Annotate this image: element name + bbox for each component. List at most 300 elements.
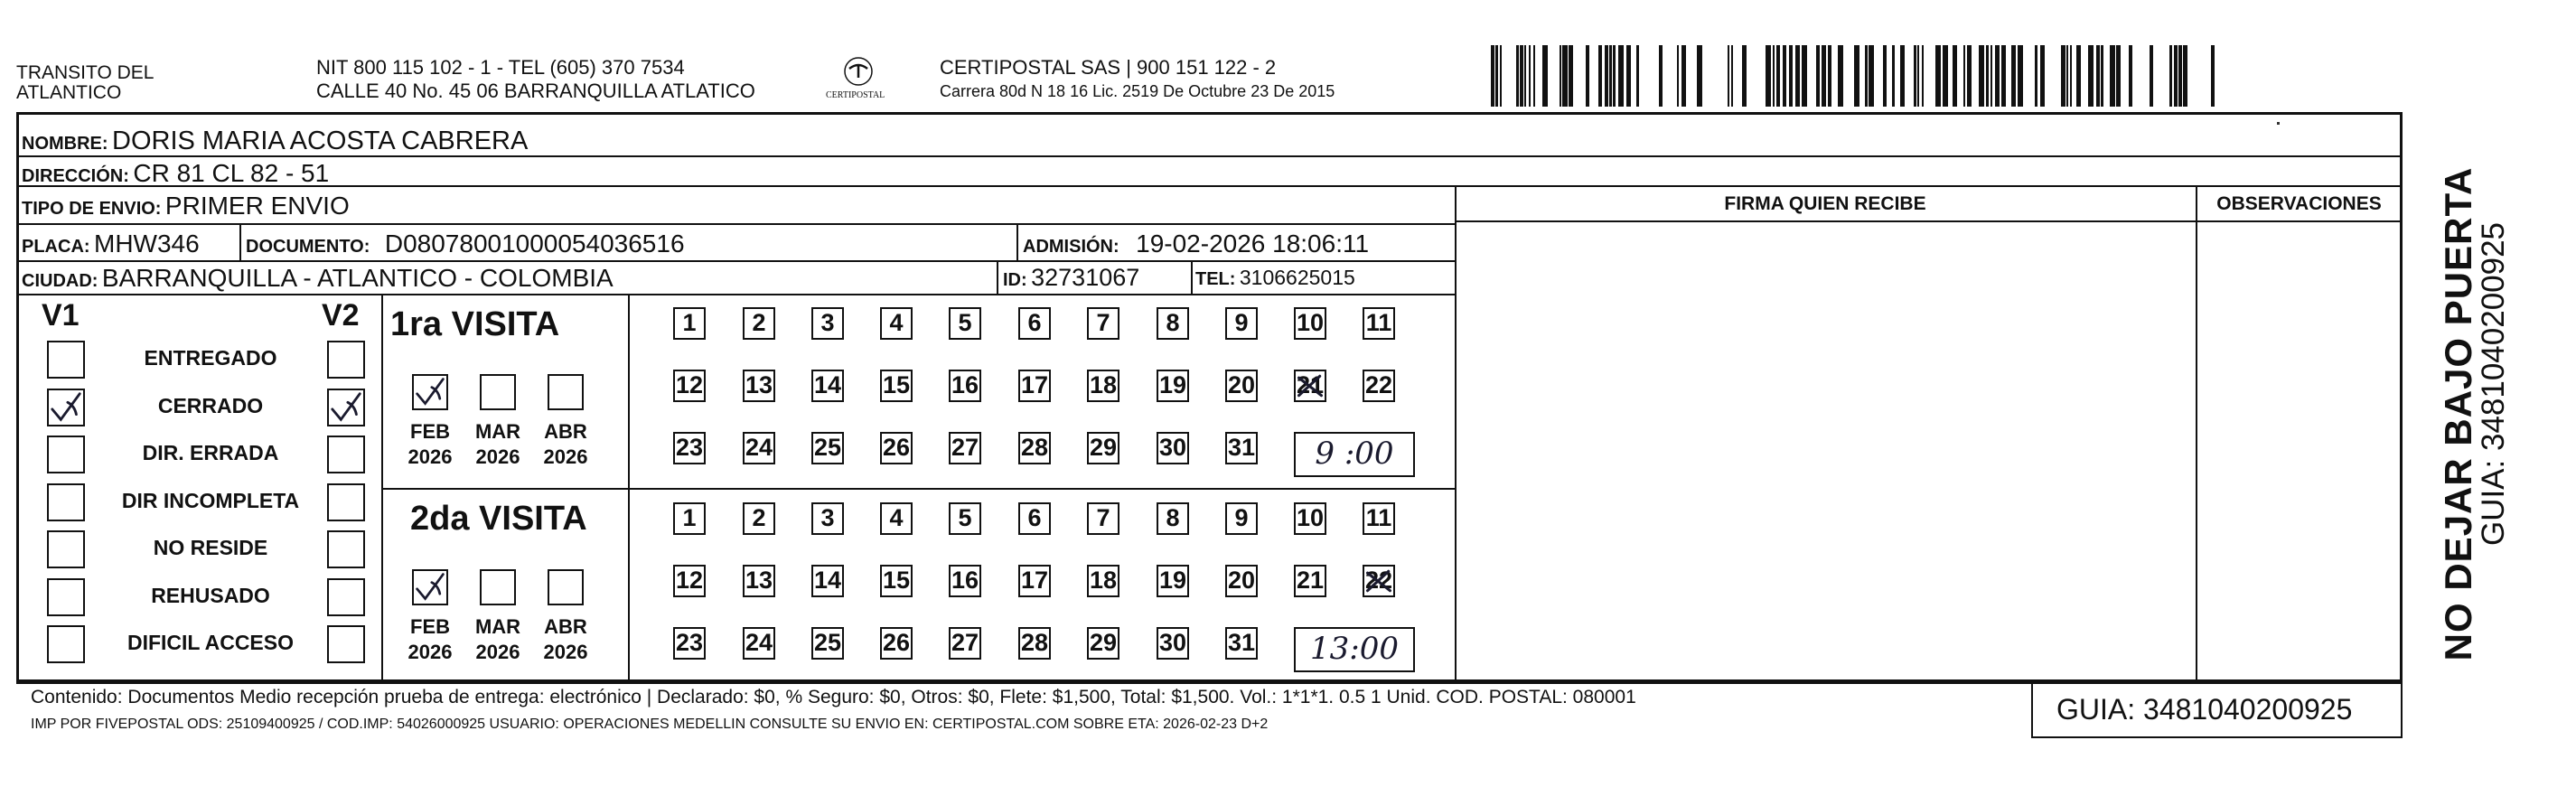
barcode-bar bbox=[2211, 45, 2215, 107]
second-visit-day-box[interactable] bbox=[1087, 502, 1119, 535]
status-label: CERRADO bbox=[157, 393, 264, 417]
first-visit-day-box[interactable] bbox=[880, 370, 913, 402]
barcode-bar bbox=[2101, 45, 2103, 107]
barcode-bar bbox=[1524, 45, 1526, 107]
second-visit-time-value: 13:00 bbox=[1310, 631, 1399, 667]
first-visit-day-box[interactable] bbox=[949, 370, 981, 402]
divider bbox=[16, 223, 1455, 225]
month-name: FEB bbox=[410, 420, 450, 443]
barcode-bar bbox=[1900, 45, 1905, 107]
barcode-bar bbox=[1728, 45, 1729, 107]
handwritten-check-icon bbox=[414, 571, 446, 604]
second-visit-day-box[interactable] bbox=[1363, 502, 1395, 535]
v1-status-checkbox[interactable] bbox=[47, 389, 85, 426]
day-number: 18 bbox=[1089, 567, 1118, 594]
barcode-bar bbox=[1922, 45, 1924, 107]
day-number: 23 bbox=[675, 434, 704, 461]
day-number: 19 bbox=[1158, 371, 1187, 398]
day-number: 20 bbox=[1227, 371, 1256, 398]
second-visit-day-box[interactable] bbox=[949, 502, 981, 535]
first-visit-month-checkbox[interactable] bbox=[548, 374, 584, 410]
barcode-bar bbox=[2035, 45, 2037, 107]
second-visit-month-checkbox[interactable] bbox=[548, 569, 584, 605]
barcode-bar bbox=[1560, 45, 1561, 107]
second-visit-day-box[interactable] bbox=[811, 565, 844, 597]
barcode-bar bbox=[2088, 45, 2094, 107]
handwritten-cross-icon bbox=[1296, 371, 1325, 400]
second-visit-title: 2da VISITA bbox=[410, 500, 587, 538]
day-number: 1 bbox=[682, 504, 697, 531]
first-visit-day-box[interactable] bbox=[1157, 432, 1189, 464]
second-visit-day-box[interactable] bbox=[1225, 502, 1258, 535]
day-number: 9 bbox=[1234, 309, 1249, 336]
barcode-bar bbox=[1742, 45, 1747, 107]
day-number: 2 bbox=[752, 309, 766, 336]
barcode-bar bbox=[1917, 45, 1919, 107]
barcode-bar bbox=[1500, 45, 1502, 107]
v2-status-checkbox[interactable] bbox=[327, 389, 365, 426]
guia-number: GUIA: 3481040200925 bbox=[2056, 693, 2353, 726]
divider bbox=[16, 260, 1455, 262]
barcode-bar bbox=[1892, 45, 1895, 107]
first-visit-day-box[interactable] bbox=[1087, 432, 1119, 464]
barcode-bar bbox=[1953, 45, 1957, 107]
first-visit-day-box[interactable] bbox=[1225, 370, 1258, 402]
month-year: 2026 bbox=[475, 641, 520, 663]
name-row bbox=[22, 126, 528, 156]
v1-status-checkbox[interactable] bbox=[47, 483, 85, 521]
day-number: 30 bbox=[1158, 434, 1187, 461]
barcode-bar bbox=[2116, 45, 2121, 107]
barcode-bar bbox=[1995, 45, 2000, 107]
day-number: 11 bbox=[1365, 504, 1392, 531]
month-year: 2026 bbox=[407, 641, 453, 663]
v1-status-checkbox[interactable] bbox=[47, 578, 85, 616]
barcode-bar bbox=[1963, 45, 1965, 107]
barcode-bar bbox=[1773, 45, 1775, 107]
first-visit-month-checkbox[interactable] bbox=[412, 374, 448, 410]
v1-status-checkbox[interactable] bbox=[47, 436, 85, 473]
first-visit-day-box[interactable] bbox=[673, 370, 706, 402]
barcode-bar bbox=[2040, 45, 2045, 107]
day-number: 25 bbox=[813, 434, 842, 461]
sender-info bbox=[316, 56, 755, 103]
second-visit-day-box[interactable] bbox=[743, 627, 775, 660]
day-number: 19 bbox=[1158, 567, 1187, 594]
second-visit-day-box[interactable] bbox=[949, 627, 981, 660]
barcode-bar bbox=[1967, 45, 1972, 107]
admission-label: ADMISIÓN: bbox=[1023, 237, 1119, 257]
sender-address: CALLE 40 No. 45 06 BARRANQUILLA ATLATICO bbox=[316, 80, 755, 102]
day-number: 12 bbox=[675, 567, 704, 594]
barcode-bar bbox=[1636, 45, 1639, 107]
barcode-bar bbox=[1542, 45, 1548, 107]
second-visit-day-box[interactable] bbox=[1225, 565, 1258, 597]
type-row bbox=[22, 192, 350, 220]
day-number: 8 bbox=[1166, 504, 1180, 531]
day-number: 2 bbox=[752, 504, 766, 531]
sender-name bbox=[16, 63, 154, 103]
barcode-bar bbox=[2066, 45, 2068, 107]
first-visit-month-label bbox=[403, 419, 457, 470]
second-visit-day-box[interactable] bbox=[1087, 627, 1119, 660]
v2-status-checkbox[interactable] bbox=[327, 483, 365, 521]
barcode-bar bbox=[1659, 45, 1663, 107]
divider bbox=[16, 294, 1455, 295]
barcode-bar bbox=[1854, 45, 1859, 107]
first-visit-day-box[interactable] bbox=[880, 307, 913, 340]
first-visit-month-label bbox=[539, 419, 593, 470]
first-visit-day-box[interactable] bbox=[1018, 432, 1051, 464]
document-field bbox=[246, 230, 685, 258]
second-visit-day-box[interactable] bbox=[743, 565, 775, 597]
barcode-bar bbox=[2018, 45, 2023, 107]
second-visit-day-box[interactable] bbox=[1294, 502, 1326, 535]
handwritten-check-icon bbox=[414, 376, 446, 408]
barcode-bar bbox=[1802, 45, 1807, 107]
barcode-bar bbox=[1883, 45, 1887, 107]
day-number: 13 bbox=[745, 371, 773, 398]
day-number: 17 bbox=[1020, 567, 1049, 594]
barcode-bar bbox=[2001, 45, 2006, 107]
day-number: 6 bbox=[1027, 309, 1042, 336]
courier-logo-text: CERTIPOSTAL bbox=[826, 90, 885, 100]
first-visit-time-box[interactable] bbox=[1294, 432, 1415, 477]
barcode-bar bbox=[2061, 45, 2065, 107]
day-number: 28 bbox=[1020, 434, 1049, 461]
barcode-bar bbox=[2011, 45, 2016, 107]
v2-label: V2 bbox=[322, 298, 360, 333]
day-number: 31 bbox=[1227, 434, 1256, 461]
barcode-bar bbox=[2110, 45, 2115, 107]
second-visit-day-box[interactable] bbox=[1294, 565, 1326, 597]
barcode-bar bbox=[1991, 45, 1992, 107]
courier-name: CERTIPOSTAL SAS | 900 151 122 - 2 bbox=[940, 56, 1277, 79]
first-visit-day-box[interactable] bbox=[811, 370, 844, 402]
tel-label: TEL: bbox=[1195, 269, 1236, 289]
barcode-bar bbox=[1618, 45, 1624, 107]
day-number: 14 bbox=[813, 567, 842, 594]
divider bbox=[1455, 185, 1457, 682]
second-visit-day-box[interactable] bbox=[1087, 565, 1119, 597]
barcode-bar bbox=[1491, 45, 1494, 107]
month-year: 2026 bbox=[543, 641, 588, 663]
month-name: MAR bbox=[474, 420, 521, 443]
day-number: 23 bbox=[675, 629, 704, 656]
v2-status-checkbox[interactable] bbox=[327, 341, 365, 379]
admission-field bbox=[1023, 230, 1369, 258]
v2-status-checkbox[interactable] bbox=[327, 436, 365, 473]
first-visit-day-box[interactable] bbox=[1294, 307, 1326, 340]
barcode-bar bbox=[1681, 45, 1686, 107]
divider bbox=[1016, 223, 1018, 260]
month-name: MAR bbox=[474, 615, 521, 638]
day-number: 17 bbox=[1020, 371, 1049, 398]
second-visit-day-box[interactable] bbox=[1157, 502, 1189, 535]
day-number: 15 bbox=[882, 567, 911, 594]
first-visit-month-checkbox[interactable] bbox=[480, 374, 516, 410]
first-visit-day-box[interactable] bbox=[811, 432, 844, 464]
day-number: 4 bbox=[889, 504, 904, 531]
sender-nit: NIT 800 115 102 - 1 - TEL (605) 370 7534 bbox=[316, 56, 685, 79]
second-visit-day-box[interactable] bbox=[743, 502, 775, 535]
month-name: FEB bbox=[410, 615, 450, 638]
courier-info bbox=[940, 56, 1335, 103]
day-number: 27 bbox=[951, 629, 979, 656]
barcode-bar bbox=[1776, 45, 1780, 107]
address-row bbox=[22, 159, 329, 188]
day-number: 28 bbox=[1020, 629, 1049, 656]
tel-value: 3106625015 bbox=[1239, 266, 1355, 289]
second-visit-day-box[interactable] bbox=[1018, 565, 1051, 597]
courier-logo bbox=[824, 56, 893, 107]
first-visit-title: 1ra VISITA bbox=[390, 305, 560, 343]
barcode-bar bbox=[1766, 45, 1771, 107]
divider bbox=[1191, 260, 1193, 294]
status-label: DIR. ERRADA bbox=[142, 441, 279, 464]
month-name: ABR bbox=[544, 615, 587, 638]
first-visit-day-box[interactable] bbox=[1018, 307, 1051, 340]
divider bbox=[239, 223, 241, 260]
barcode bbox=[1491, 45, 2223, 108]
shipment-type: PRIMER ENVIO bbox=[164, 192, 350, 220]
barcode-bar bbox=[1516, 45, 1519, 107]
barcode-bar bbox=[1626, 45, 1631, 107]
first-visit-day-box[interactable] bbox=[1225, 307, 1258, 340]
first-visit-day-box[interactable] bbox=[1018, 370, 1051, 402]
first-visit-day-box[interactable] bbox=[1157, 370, 1189, 402]
first-visit-day-box[interactable] bbox=[949, 307, 981, 340]
first-visit-day-box[interactable] bbox=[1087, 370, 1119, 402]
second-visit-day-box[interactable] bbox=[1018, 627, 1051, 660]
name-label: NOMBRE: bbox=[22, 134, 108, 154]
day-number: 22 bbox=[1364, 371, 1393, 398]
day-number: 26 bbox=[882, 434, 911, 461]
day-number: 31 bbox=[1227, 629, 1256, 656]
day-number: 5 bbox=[958, 309, 972, 336]
barcode-bar bbox=[1677, 45, 1679, 107]
id-value: 32731067 bbox=[1031, 264, 1140, 291]
first-visit-day-box[interactable] bbox=[743, 307, 775, 340]
day-number: 25 bbox=[813, 629, 842, 656]
day-number: 29 bbox=[1089, 434, 1118, 461]
month-name: ABR bbox=[544, 420, 587, 443]
barcode-bar bbox=[1986, 45, 1989, 107]
day-number: 26 bbox=[882, 629, 911, 656]
v2-status-checkbox[interactable] bbox=[327, 530, 365, 568]
first-visit-day-box[interactable] bbox=[880, 432, 913, 464]
status-label: REHUSADO bbox=[151, 583, 270, 607]
second-visit-day-box[interactable] bbox=[811, 502, 844, 535]
v1-status-checkbox[interactable] bbox=[47, 341, 85, 379]
speck bbox=[2277, 122, 2280, 125]
second-visit-day-box[interactable] bbox=[949, 565, 981, 597]
second-visit-day-box[interactable] bbox=[673, 502, 706, 535]
city-field bbox=[22, 264, 614, 293]
divider bbox=[1455, 220, 2403, 222]
handwritten-cross-icon bbox=[1364, 567, 1393, 595]
barcode-bar bbox=[1943, 45, 1948, 107]
first-visit-day-box[interactable] bbox=[811, 307, 844, 340]
first-visit-day-box[interactable] bbox=[743, 370, 775, 402]
barcode-bar bbox=[1529, 45, 1531, 107]
day-number: 4 bbox=[889, 309, 904, 336]
divider bbox=[381, 488, 1455, 490]
v1-status-checkbox[interactable] bbox=[47, 625, 85, 663]
day-number: 1 bbox=[682, 309, 697, 336]
second-visit-day-box[interactable] bbox=[1157, 565, 1189, 597]
status-label: DIFICIL ACCESO bbox=[126, 631, 294, 654]
day-number: 14 bbox=[813, 371, 842, 398]
first-visit-day-box[interactable] bbox=[743, 432, 775, 464]
v2-status-checkbox[interactable] bbox=[327, 578, 365, 616]
divider bbox=[997, 260, 998, 294]
barcode-bar bbox=[1828, 45, 1831, 107]
barcode-bar bbox=[1865, 45, 1868, 107]
divider bbox=[16, 185, 2403, 187]
first-visit-day-box[interactable] bbox=[1294, 370, 1326, 402]
first-visit-day-box[interactable] bbox=[673, 432, 706, 464]
barcode-bar bbox=[1520, 45, 1523, 107]
second-visit-day-box[interactable] bbox=[1157, 627, 1189, 660]
first-visit-month-label bbox=[471, 419, 525, 470]
second-visit-month-label bbox=[471, 614, 525, 665]
barcode-bar bbox=[1838, 45, 1843, 107]
day-number: 21 bbox=[1296, 371, 1325, 398]
first-visit-day-box[interactable] bbox=[1225, 432, 1258, 464]
day-number: 7 bbox=[1096, 504, 1110, 531]
barcode-bar bbox=[2076, 45, 2081, 107]
day-number: 30 bbox=[1158, 629, 1187, 656]
type-label: TIPO DE ENVIO: bbox=[22, 199, 162, 219]
barcode-bar bbox=[1562, 45, 1568, 107]
second-visit-month-label bbox=[539, 614, 593, 665]
first-visit-day-box[interactable] bbox=[1087, 307, 1119, 340]
barcode-bar bbox=[2070, 45, 2072, 107]
barcode-bar bbox=[2183, 45, 2187, 107]
day-number: 6 bbox=[1027, 504, 1042, 531]
barcode-bar bbox=[2174, 45, 2178, 107]
tel-field bbox=[1195, 266, 1355, 290]
barcode-bar bbox=[2129, 45, 2132, 107]
status-label: DIR INCOMPLETA bbox=[121, 488, 300, 512]
city-label: CIUDAD: bbox=[22, 271, 98, 291]
day-number: 9 bbox=[1234, 504, 1249, 531]
barcode-bar bbox=[2150, 45, 2153, 107]
day-number: 20 bbox=[1227, 567, 1256, 594]
recipient-name: DORIS MARIA ACOSTA CABRERA bbox=[112, 126, 529, 155]
second-visit-day-box[interactable] bbox=[673, 565, 706, 597]
side-guia-number: GUIA: 3481040200925 bbox=[2476, 221, 2511, 547]
second-visit-day-box[interactable] bbox=[673, 627, 706, 660]
day-number: 11 bbox=[1365, 309, 1392, 336]
observations-header: OBSERVACIONES bbox=[2216, 193, 2382, 214]
day-number: 21 bbox=[1296, 567, 1325, 594]
first-visit-day-box[interactable] bbox=[949, 432, 981, 464]
second-visit-day-box[interactable] bbox=[1225, 627, 1258, 660]
barcode-bar bbox=[2096, 45, 2100, 107]
barcode-bar bbox=[1533, 45, 1535, 107]
barcode-bar bbox=[1731, 45, 1733, 107]
day-number: 18 bbox=[1089, 371, 1118, 398]
day-number: 8 bbox=[1166, 309, 1180, 336]
handwritten-check-icon bbox=[329, 390, 363, 425]
barcode-bar bbox=[1816, 45, 1820, 107]
month-year: 2026 bbox=[407, 445, 453, 468]
barcode-bar bbox=[1586, 45, 1589, 107]
barcode-bar bbox=[1569, 45, 1573, 107]
first-visit-day-box[interactable] bbox=[1157, 307, 1189, 340]
second-visit-time-box[interactable] bbox=[1294, 627, 1415, 672]
sender-name-line2: ATLANTICO bbox=[16, 82, 122, 103]
day-number: 22 bbox=[1364, 567, 1393, 594]
plate-field bbox=[22, 230, 200, 258]
content-line: Contenido: Documentos Medio recepción prueba de entrega: electrónico | Declarado: $0, % Seguro: $0, Otros: $0, Flete: $1,500, Total: $1,500. Vol.: 1*1*1. 0.5 1 Unid. COD. POSTAL: 080001 bbox=[31, 687, 1636, 707]
id-field bbox=[1003, 264, 1139, 292]
day-number: 16 bbox=[951, 371, 979, 398]
second-visit-month-checkbox[interactable] bbox=[412, 569, 448, 605]
v1-status-checkbox[interactable] bbox=[47, 530, 85, 568]
barcode-bar bbox=[1914, 45, 1916, 107]
first-visit-day-box[interactable] bbox=[1363, 370, 1395, 402]
document-label: DOCUMENTO: bbox=[246, 237, 370, 257]
first-visit-day-box[interactable] bbox=[1363, 307, 1395, 340]
barcode-bar bbox=[1613, 45, 1616, 107]
day-number: 15 bbox=[882, 371, 911, 398]
second-visit-day-box[interactable] bbox=[811, 627, 844, 660]
day-number: 3 bbox=[820, 309, 835, 336]
v1-label: V1 bbox=[42, 298, 80, 333]
second-visit-month-checkbox[interactable] bbox=[480, 569, 516, 605]
second-visit-day-box[interactable] bbox=[880, 502, 913, 535]
day-number: 29 bbox=[1089, 629, 1118, 656]
second-visit-day-box[interactable] bbox=[880, 627, 913, 660]
guia-box bbox=[2031, 682, 2403, 738]
imp-line: IMP POR FIVEPOSTAL ODS: 25109400925 / COD.IMP: 54026000925 USUARIO: OPERACIONES MEDELLIN CONSULTE SU ENVIO EN: CERTIPOSTAL.COM SOBRE ETA: 2026-02-23 D+2 bbox=[31, 717, 1269, 732]
day-number: 12 bbox=[675, 371, 704, 398]
barcode-bar bbox=[1609, 45, 1612, 107]
barcode-bar bbox=[1783, 45, 1786, 107]
day-number: 7 bbox=[1096, 309, 1110, 336]
plate-label: PLACA: bbox=[22, 237, 90, 257]
second-visit-day-box[interactable] bbox=[1018, 502, 1051, 535]
recipient-address: CR 81 CL 82 - 51 bbox=[133, 159, 330, 187]
barcode-bar bbox=[1795, 45, 1800, 107]
barcode-bar bbox=[1979, 45, 1984, 107]
day-number: 3 bbox=[820, 504, 835, 531]
day-number: 5 bbox=[958, 504, 972, 531]
v2-status-checkbox[interactable] bbox=[327, 625, 365, 663]
second-visit-day-box[interactable] bbox=[880, 565, 913, 597]
month-year: 2026 bbox=[475, 445, 520, 468]
day-number: 24 bbox=[745, 629, 773, 656]
id-label: ID: bbox=[1003, 270, 1027, 290]
sender-name-line1: TRANSITO DEL bbox=[16, 62, 155, 83]
courier-license: Carrera 80d N 18 16 Lic. 2519 De Octubre 23 De 2015 bbox=[940, 82, 1335, 100]
barcode-bar bbox=[1598, 45, 1602, 107]
document-value: D08078001000054036516 bbox=[384, 230, 685, 258]
status-label: ENTREGADO bbox=[144, 346, 277, 370]
signature-header: FIRMA QUIEN RECIBE bbox=[1724, 193, 1926, 214]
barcode-bar bbox=[1869, 45, 1874, 107]
day-number: 24 bbox=[745, 434, 773, 461]
barcode-bar bbox=[1935, 45, 1941, 107]
first-visit-day-box[interactable] bbox=[673, 307, 706, 340]
second-visit-day-box[interactable] bbox=[1363, 565, 1395, 597]
month-year: 2026 bbox=[543, 445, 588, 468]
handwritten-check-icon bbox=[49, 390, 83, 425]
barcode-bar bbox=[1605, 45, 1608, 107]
